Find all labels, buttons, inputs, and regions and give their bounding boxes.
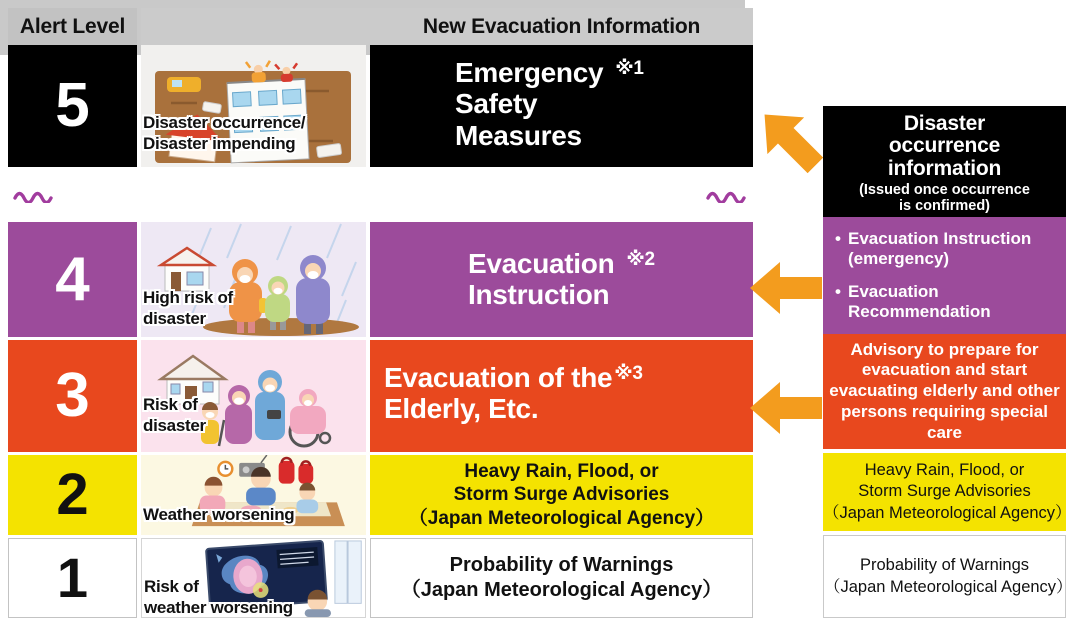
advisories-line2: Storm Surge Advisories bbox=[858, 482, 1031, 501]
header-new-evacuation bbox=[141, 8, 753, 45]
level-number-1: 1 bbox=[56, 546, 89, 609]
disaster-info-title-line2: occurrence bbox=[888, 134, 1001, 158]
note-3: ※3 bbox=[614, 363, 643, 384]
warnings-box bbox=[823, 535, 1073, 618]
note-1: ※1 bbox=[615, 58, 644, 79]
info-cell-3 bbox=[370, 340, 753, 452]
info-level-4-line1: Evacuation bbox=[468, 248, 615, 279]
caption-level-4: High risk of disaster bbox=[143, 288, 233, 328]
info-level-4-line2: Instruction bbox=[468, 279, 610, 311]
advisory-box bbox=[823, 334, 1066, 449]
disaster-info-sub-line1: (Issued once occurrence bbox=[859, 181, 1030, 198]
arrow-left-icon-lower bbox=[750, 382, 822, 434]
info-level-5-line2: Safety bbox=[455, 88, 538, 120]
scene-cell-3 bbox=[141, 340, 366, 452]
disaster-occurrence-info-box bbox=[823, 106, 1066, 217]
level-cell-5 bbox=[8, 45, 137, 167]
bullet-evacuation-instruction: • Evacuation Instruction (emergency) bbox=[835, 229, 1032, 269]
info-level-5-line3: Measures bbox=[455, 119, 582, 151]
bullet-icon: • bbox=[835, 229, 841, 248]
level-cell-4 bbox=[8, 222, 137, 337]
header-alert-level-label: Alert Level bbox=[19, 14, 126, 38]
level-cell-1 bbox=[8, 538, 137, 618]
warnings-line2: （Japan Meteorological Agency） bbox=[824, 577, 1073, 596]
warnings-line1: Probability of Warnings bbox=[859, 556, 1030, 575]
info-level-5-line1: Emergency bbox=[455, 57, 604, 88]
level-number-4: 4 bbox=[55, 244, 90, 314]
info-cell-4 bbox=[370, 222, 753, 337]
advisories-line3: （Japan Meteorological Agency） bbox=[823, 503, 1072, 522]
caption-level-5: Disaster occurrence/ Disaster impending bbox=[143, 113, 306, 153]
header-new-evacuation-label: New Evacuation Information bbox=[422, 14, 701, 38]
caption-level-1: Risk of weather worsening bbox=[144, 577, 293, 617]
advisories-box bbox=[823, 453, 1072, 531]
caption-level-3: Risk of disaster bbox=[143, 395, 206, 435]
disaster-info-title-line1: Disaster bbox=[903, 112, 986, 135]
advisory-text: Advisory to prepare for evacuation and start evacuating elderly and other persons requiring special care bbox=[829, 339, 1060, 442]
arrow-left-icon-upper bbox=[750, 262, 822, 314]
disaster-info-sub-line2: is confirmed) bbox=[898, 197, 991, 214]
level-number-3: 3 bbox=[55, 361, 90, 430]
info-level-3-line1: Evacuation of the bbox=[384, 362, 613, 393]
info-level-1-line2: （Japan Meteorological Agency） bbox=[400, 579, 723, 601]
header-alert-level bbox=[8, 8, 137, 45]
bullet-icon: • bbox=[835, 282, 841, 302]
scene-cell-1 bbox=[141, 538, 366, 618]
scene-cell-5 bbox=[141, 45, 366, 167]
disaster-info-title-line3: information bbox=[887, 156, 1002, 180]
level-number-2: 2 bbox=[56, 462, 89, 527]
info-level-2-line1: Heavy Rain, Flood, or bbox=[464, 460, 659, 482]
info-level-2-line2: Storm Surge Advisories bbox=[453, 484, 670, 506]
wavy-separator-icon-left bbox=[13, 189, 53, 203]
note-2: ※2 bbox=[626, 249, 655, 270]
scene-cell-4 bbox=[141, 222, 366, 337]
bullet-evacuation-recommendation: • Evacuation Recommendation bbox=[835, 282, 991, 322]
advisories-line1: Heavy Rain, Flood, or bbox=[864, 460, 1025, 479]
level-number-5: 5 bbox=[55, 71, 90, 140]
info-cell-2 bbox=[370, 455, 753, 535]
scene-cell-2 bbox=[141, 455, 366, 535]
info-level-2-line3: （Japan Meteorological Agency） bbox=[408, 507, 715, 529]
info-level-3-line2: Elderly, Etc. bbox=[384, 393, 539, 425]
level-cell-3 bbox=[8, 340, 137, 452]
info-level-1-line1: Probability of Warnings bbox=[449, 553, 674, 576]
evacuation-actions-box bbox=[823, 217, 1066, 334]
caption-level-2: Weather worsening bbox=[143, 505, 295, 524]
arrow-up-left-icon bbox=[746, 96, 834, 184]
info-cell-5 bbox=[370, 45, 753, 167]
info-cell-1 bbox=[370, 538, 753, 618]
level-cell-2 bbox=[8, 455, 137, 535]
wavy-separator-icon-right bbox=[706, 189, 746, 203]
